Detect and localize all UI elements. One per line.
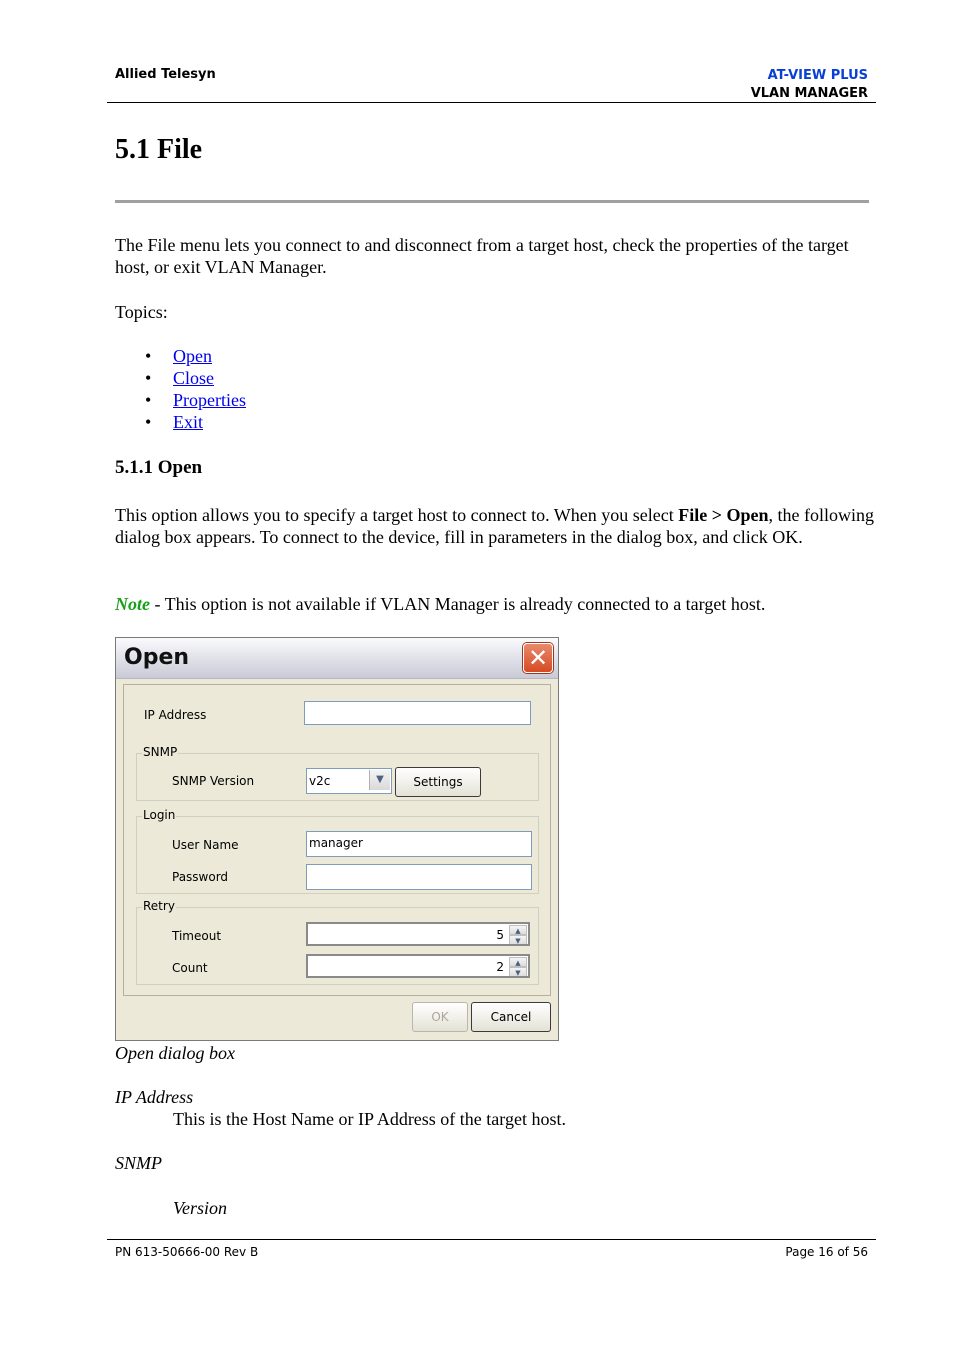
list-item: • Properties xyxy=(145,390,246,410)
header-module: VLAN MANAGER xyxy=(750,86,868,101)
snmp-version-label: SNMP Version xyxy=(172,774,255,788)
header-product: AT-VIEW PLUS xyxy=(767,68,868,83)
timeout-label: Timeout xyxy=(172,929,222,943)
list-item: • Open xyxy=(145,346,212,366)
list-item: • Close xyxy=(145,368,215,388)
ip-address-input[interactable] xyxy=(304,701,531,725)
spin-down-icon[interactable]: ▼ xyxy=(509,967,527,977)
login-group-caption: Login xyxy=(143,808,176,822)
topic-link-properties[interactable]: Properties xyxy=(173,390,246,410)
close-icon[interactable]: ✕ xyxy=(523,643,553,673)
ok-button[interactable]: OK xyxy=(412,1002,468,1032)
spin-up-icon[interactable]: ▲ xyxy=(509,925,527,935)
dialog-title: Open xyxy=(124,645,190,670)
username-input[interactable]: manager xyxy=(306,831,532,857)
open-paragraph: This option allows you to specify a target host to connect to. When you select File > Open, the following dialog box appears. To connect to the device, fill in parameters in the dialog box, and click OK. xyxy=(115,505,874,547)
chevron-down-icon[interactable]: ▼ xyxy=(369,770,390,790)
header-company: Allied Telesyn xyxy=(115,67,216,82)
password-label: Password xyxy=(172,870,229,884)
timeout-spinner[interactable] xyxy=(509,925,527,945)
snmp-group-caption: SNMP xyxy=(143,745,178,759)
timeout-stepper[interactable]: 5 ▲ ▼ xyxy=(306,922,530,946)
spin-down-icon[interactable]: ▼ xyxy=(509,935,527,945)
retry-group-caption: Retry xyxy=(143,899,175,913)
ip-address-description: This is the Host Name or IP Address of the target host. xyxy=(173,1109,566,1129)
header-product-block xyxy=(751,67,868,103)
dialog-panel xyxy=(123,684,551,996)
ip-address-term: IP Address xyxy=(115,1087,194,1107)
menu-path: File > Open xyxy=(678,505,769,525)
header-rule xyxy=(107,102,876,103)
subsection-title: 5.1.1 Open xyxy=(115,457,203,478)
topic-link-open[interactable]: Open xyxy=(173,346,212,366)
username-label: User Name xyxy=(172,838,239,852)
list-item: • Exit xyxy=(145,412,203,432)
note-label: Note xyxy=(115,594,150,614)
note-paragraph: Note - This option is not available if VLAN Manager is already connected to a target host. xyxy=(115,594,766,614)
snmp-group xyxy=(136,745,539,801)
topic-link-close[interactable]: Close xyxy=(173,368,215,388)
footer-rule xyxy=(107,1239,876,1240)
count-stepper[interactable]: 2 ▲ ▼ xyxy=(306,954,530,978)
spin-up-icon[interactable]: ▲ xyxy=(509,957,527,967)
ip-address-label: IP Address xyxy=(144,708,207,722)
retry-group xyxy=(136,899,539,985)
intro-paragraph: The File menu lets you connect to and disconnect from a target host, check the properties of the target host, or exit VLAN Manager. xyxy=(115,235,849,277)
topic-link-exit[interactable]: Exit xyxy=(173,412,203,432)
count-label: Count xyxy=(172,961,208,975)
figure-caption: Open dialog box xyxy=(115,1043,235,1063)
login-group xyxy=(136,808,539,894)
dialog-titlebar xyxy=(116,638,558,679)
version-term: Version xyxy=(173,1198,227,1218)
password-input[interactable] xyxy=(306,864,532,890)
topics-list xyxy=(115,345,246,433)
topics-label: Topics: xyxy=(115,302,168,322)
snmp-term: SNMP xyxy=(115,1153,162,1173)
cancel-button[interactable]: Cancel xyxy=(471,1002,551,1032)
snmp-version-select[interactable]: v2c ▼ xyxy=(306,768,392,794)
section-title: 5.1 File xyxy=(115,134,203,165)
section-rule xyxy=(115,200,869,203)
settings-button[interactable]: Settings xyxy=(395,767,481,797)
open-dialog xyxy=(115,637,559,1041)
footer-page-number: Page 16 of 56 xyxy=(785,1245,868,1259)
count-spinner[interactable] xyxy=(509,957,527,977)
footer-part-number: PN 613-50666-00 Rev B xyxy=(115,1245,259,1259)
